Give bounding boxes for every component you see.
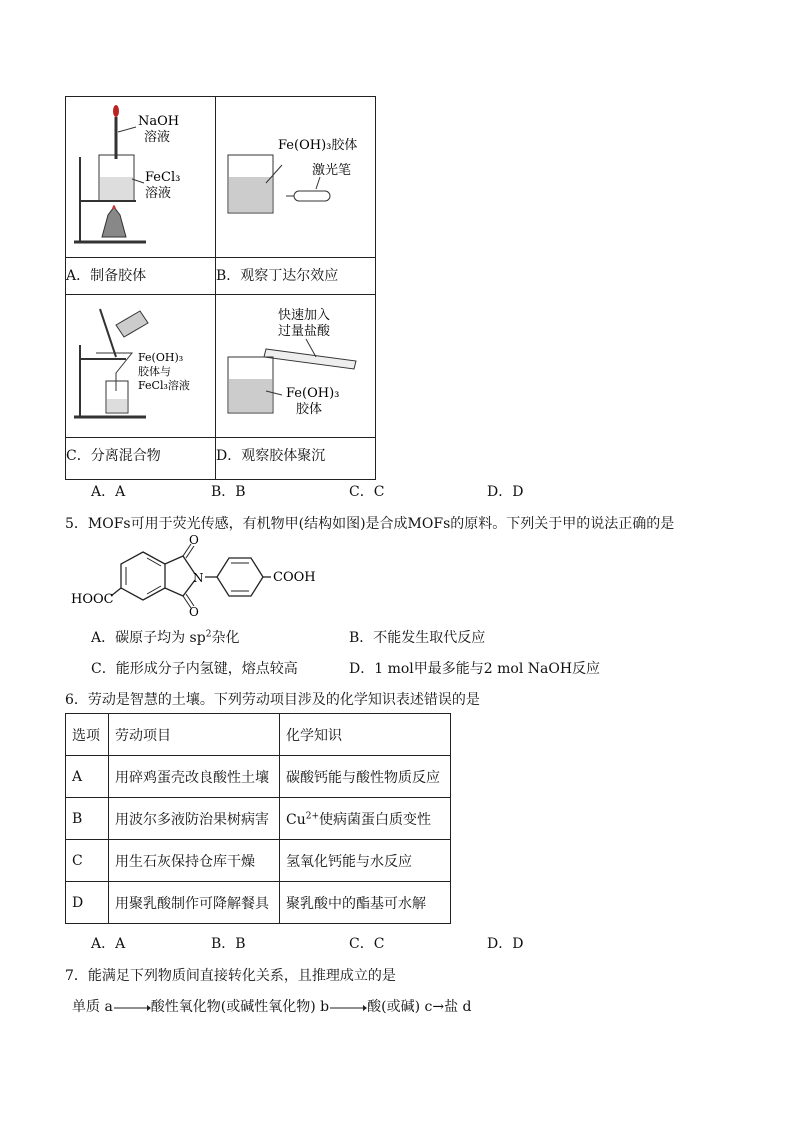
table-row (66, 882, 451, 924)
label-naoh: NaOH (138, 114, 180, 129)
table-row (66, 840, 451, 882)
row-d-labour: 用聚乳酸制作可降解餐具 (109, 882, 280, 924)
label-colloid-and: 胶体与 (138, 365, 171, 378)
apparatus-d-diagram (216, 295, 375, 433)
q6-option-a: A．A (91, 936, 126, 952)
q5-structure-diagram (65, 534, 335, 620)
arrow-h2o (329, 999, 367, 1013)
q6-option-d: D．D (487, 936, 524, 952)
apparatus-table (65, 96, 376, 480)
q5-option-b: B．不能发生取代反应 (349, 630, 486, 646)
row-a-knowledge: 碳酸钙能与酸性物质反应 (280, 756, 451, 798)
label-fe-oh3-d: Fe(OH)₃ (286, 386, 340, 401)
q6-option-c: C．C (349, 936, 385, 952)
row-b-option: B (66, 798, 109, 840)
row-c-option: C (66, 840, 109, 882)
label-hooc-left: HOOC (71, 592, 114, 607)
apparatus-cell-a-figure (66, 97, 216, 258)
label-o-bottom: O (189, 605, 199, 619)
label-n: N (193, 571, 204, 585)
label-cooh-right: COOH (273, 570, 316, 585)
row-d-option: D (66, 882, 109, 924)
apparatus-cell-b-figure (216, 97, 376, 258)
q5-option-a-pre: A．碳原子均为 sp (91, 630, 206, 646)
header-labour-item: 劳动项目 (109, 714, 280, 756)
q4-option-a: A．A (91, 484, 126, 500)
cu-charge: 2+ (305, 810, 320, 821)
q5-option-a-post: 杂化 (211, 630, 240, 646)
q5-option-a (91, 627, 239, 647)
q6-table (65, 713, 451, 924)
caption-b: B．观察丁达尔效应 (216, 258, 376, 295)
q7-chain (72, 996, 472, 1016)
apparatus-c-diagram (66, 295, 215, 433)
label-fecl3-solution: 溶液 (145, 186, 172, 201)
apparatus-a-diagram (66, 97, 215, 253)
table-header-row (66, 714, 451, 756)
row-a-option: A (66, 756, 109, 798)
header-option: 选项 (66, 714, 109, 756)
q4-option-d: D．D (487, 484, 524, 500)
caption-a: A．制备胶体 (66, 258, 216, 295)
label-naoh-solution: 溶液 (144, 130, 171, 145)
q4-option-c: C．C (349, 484, 385, 500)
label-fecl3-solution-c: FeCl₃溶液 (138, 379, 190, 392)
chain-oxide-b: 酸性氧化物(或碱性氧化物) b (150, 999, 330, 1015)
label-fecl3: FeCl₃ (145, 170, 181, 185)
table-row (66, 798, 451, 840)
q7-stem: 7．能满足下列物质间直接转化关系，且推理成立的是 (65, 968, 396, 984)
apparatus-b-diagram (216, 97, 375, 253)
row-b-labour: 用波尔多液防治果树病害 (109, 798, 280, 840)
label-o-top: O (189, 534, 199, 547)
q4-option-b: B．B (211, 484, 246, 500)
label-excess-hcl: 过量盐酸 (278, 324, 331, 339)
q5-option-d: D．1 mol甲最多能与2 mol NaOH反应 (349, 661, 601, 677)
label-add-quickly: 快速加入 (278, 308, 331, 323)
row-a-labour: 用碎鸡蛋壳改良酸性土壤 (109, 756, 280, 798)
apparatus-cell-d-figure (216, 295, 376, 438)
chain-element-a: 单质 a (72, 999, 113, 1015)
chain-salt-d: →盐 d (432, 999, 472, 1015)
q5-stem: 5．MOFs可用于荧光传感，有机物甲(结构如图)是合成MOFs的原料。下列关于甲的说法正确的是 (65, 516, 675, 532)
chain-acid-c: 酸(或碱) c (367, 999, 433, 1015)
caption-d: D．观察胶体聚沉 (216, 438, 376, 480)
q6-stem: 6．劳动是智慧的土壤。下列劳动项目涉及的化学知识表述错误的是 (65, 692, 480, 708)
row-b-knowledge-text: 使病菌蛋白质变性 (319, 811, 432, 828)
q5-option-c: C．能形成分子内氢键，熔点较高 (91, 661, 298, 677)
q6-option-b: B．B (211, 936, 246, 952)
caption-c: C．分离混合物 (66, 438, 216, 480)
arrow-o2 (113, 999, 151, 1013)
apparatus-cell-c-figure (66, 295, 216, 438)
table-row (66, 756, 451, 798)
label-colloid-d: 胶体 (296, 402, 323, 417)
row-c-labour: 用生石灰保持仓库干燥 (109, 840, 280, 882)
q5-option-a-sup: 2 (205, 629, 212, 640)
row-d-knowledge: 聚乳酸中的酯基可水解 (280, 882, 451, 924)
row-b-knowledge (280, 798, 451, 840)
row-c-knowledge: 氢氧化钙能与水反应 (280, 840, 451, 882)
cu-ion: Cu (286, 811, 306, 828)
label-laser-pen: 激光笔 (312, 163, 352, 178)
label-fe-oh3-colloid: Fe(OH)₃胶体 (278, 138, 358, 153)
label-fe-oh3-c: Fe(OH)₃ (138, 351, 184, 364)
header-chem-knowledge: 化学知识 (280, 714, 451, 756)
